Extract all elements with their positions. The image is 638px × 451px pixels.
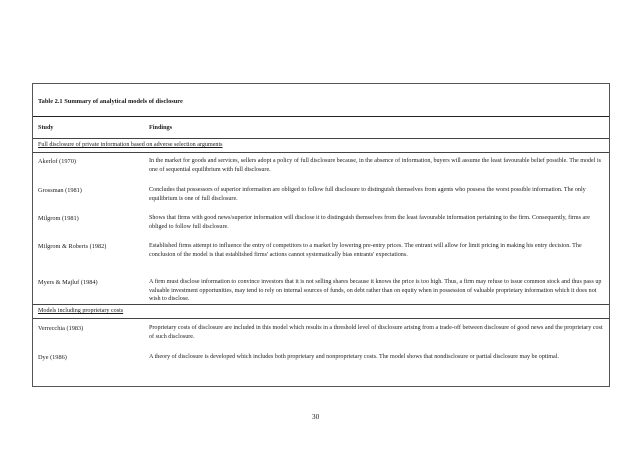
page-number: 30 <box>312 413 320 421</box>
table-row-study: Verrecchia (1983) <box>38 325 84 332</box>
section-divider-rule <box>33 304 609 305</box>
table-row-finding: A firm must disclose information to convince investors that it is not selling shares because it knows the price is too high. Thus, a firm may refuse to issue common stock and thus pass up valuable investment opportunities, may tend to rely on internal sources of funds, on debt rather than on equity when in possession of valuable proprietary information which it does not wish to disclose. <box>149 279 602 303</box>
column-header-findings: Findings <box>149 124 173 131</box>
section-heading-adverse-selection: Full disclosure of private information based on adverse selection arguments <box>38 142 223 148</box>
table-caption: Table 2.1 Summary of analytical models of disclosure <box>38 98 183 105</box>
table-row-finding: Concludes that possessors of superior information are obliged to follow full disclosure to distinguish themselves from agents who possess the worst possible information. The only equilibrium is one of full disclosure. <box>149 187 586 202</box>
table-row-study: Myers & Majluf (1984) <box>38 279 98 286</box>
table-row-finding: Established firms attempt to influence the entry of competitors to a market by lowering pre-entry prices. The entrant will allow for limit pricing in making his entry decision. The conclusion of the model is that established firms' actions cannot systematically bias entrants' expectations. <box>149 243 582 258</box>
table-row-finding: In the market for goods and services, sellers adopt a policy of full disclosure because, in the absence of information, buyers will assume the least favourable belief possible. The model is one of sequential equilibrium with full disclosure. <box>149 158 602 173</box>
column-header-study: Study <box>38 124 54 131</box>
summary-table <box>32 83 610 387</box>
section-rule <box>33 152 609 153</box>
table-row-study: Milgrom (1981) <box>38 215 79 222</box>
header-rule <box>33 138 609 139</box>
table-row-finding: A theory of disclosure is developed which includes both proprietary and nonproprietary costs. The model shows that nondisclosure or partial disclosure may be optimal. <box>149 354 559 360</box>
table-row-finding: Proprietary costs of disclosure are included in this model which results in a threshold level of disclosure arising from a trade-off between disclosure of good news and the proprietary cost of such disclosure. <box>149 325 603 340</box>
table-row-finding: Shows that firms with good news/superior information will disclose it to distinguish themselves from the least favourable information pertaining to the firm. Consequently, firms are obliged to follow full disclosure. <box>149 215 590 230</box>
table-row-study: Grossman (1981) <box>38 187 82 194</box>
section-rule <box>33 318 609 319</box>
table-row-study: Milgrom & Roberts (1982) <box>38 243 107 250</box>
caption-rule <box>33 116 609 117</box>
table-row-study: Akerlof (1970) <box>38 158 76 165</box>
table-row-study: Dye (1986) <box>38 354 67 361</box>
section-heading-proprietary-costs: Models including proprietary costs <box>38 308 124 314</box>
